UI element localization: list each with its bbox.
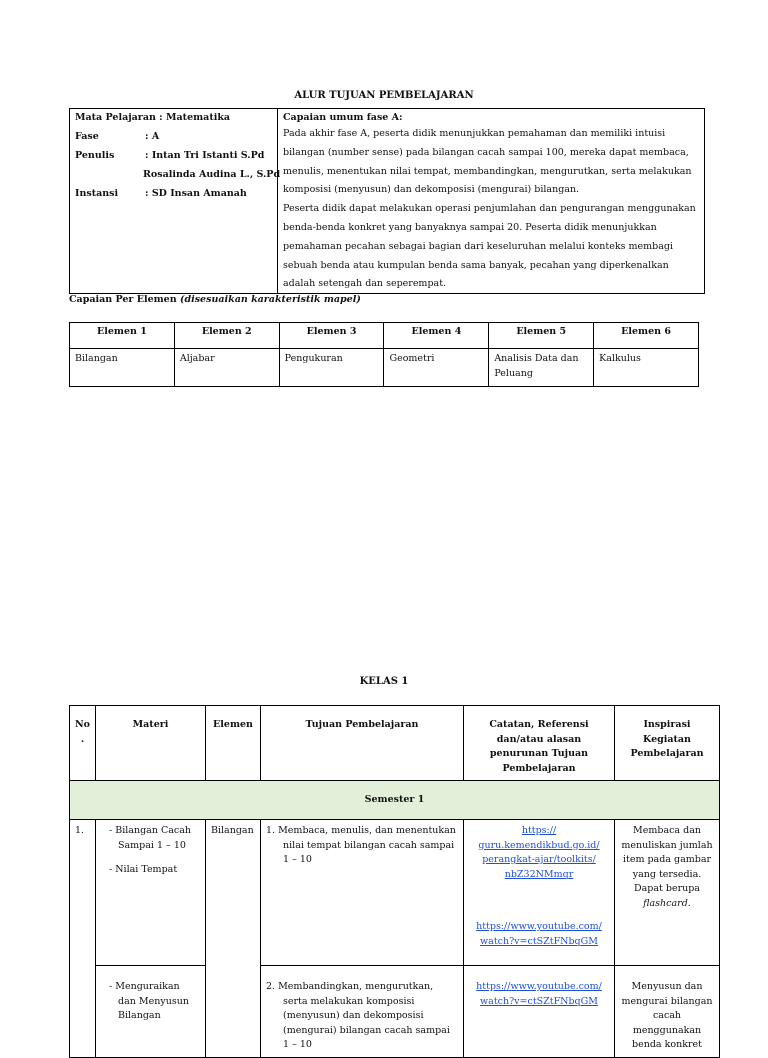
capaian-paragraph-2: Peserta didik dapat melakukan operasi penjumlahan dan pengurangan menggunakan benda-benda konkret yang banyaknya sampai 20. Peserta didik menunjukkan pemahaman pecahan sebagai bagian dari keseluruhan melalui konteks membagi sebuah benda atau kumpulan benda sama banyak, pecahan yang diperkenalkan adalah setengah dan seperempat.: [283, 203, 696, 290]
col-header-materi: Materi: [96, 706, 206, 781]
mapel-key: Mata Pelajaran :: [75, 112, 163, 123]
catatan-cell: [464, 966, 615, 1058]
col-header-elemen: Elemen: [206, 706, 261, 781]
elemen-value: Aljabar: [174, 349, 279, 387]
col-header-tujuan: Tujuan Pembelajaran: [261, 706, 464, 781]
instansi-value: : SD Insan Amanah: [145, 188, 247, 199]
catatan-cell: [464, 820, 615, 966]
mapel-row: [75, 111, 272, 127]
materi-item: - Nilai Tempat: [109, 864, 178, 875]
elemen-header: Elemen 3: [279, 323, 384, 349]
mapel-value: Matematika: [166, 112, 231, 123]
inspirasi-end: .: [687, 897, 691, 909]
penulis-value-2: Rosalinda Audina L., S.Pd: [143, 169, 281, 180]
elemen-header: Elemen 2: [174, 323, 279, 349]
capaian-cell: [278, 109, 704, 293]
semester-label: Semester 1: [70, 781, 720, 820]
inspirasi-italic: flashcard: [643, 897, 688, 909]
inspirasi-cell: [615, 966, 720, 1058]
tujuan-item: 2. Membandingkan, mengurutkan, serta melakukan komposisi (menyusun) dan dekomposisi (mengurai) bilangan cacah sampai 1 – 10: [266, 981, 450, 1050]
table-row: [70, 820, 720, 966]
document-title: ALUR TUJUAN PEMBELAJARAN: [294, 90, 474, 101]
youtube-link[interactable]: https://www.youtube.com/ watch?v=ctSZtFNbqGM: [476, 921, 602, 947]
tujuan-cell: [261, 966, 464, 1058]
elemen-value: Pengukuran: [279, 349, 384, 387]
elemen-cell: Bilangan: [206, 820, 261, 1058]
inspirasi-cell: [615, 820, 720, 966]
col-header-no: No .: [70, 706, 96, 781]
inspirasi-text: Menyusun dan mengurai bilangan cacah menggunakan benda konkret: [621, 981, 713, 1050]
instansi-key: Instansi: [75, 188, 119, 199]
tujuan-cell: [261, 820, 464, 966]
kelas1-header-row: [70, 706, 720, 781]
instansi-row: [75, 184, 272, 203]
capaian-paragraph-1: Pada akhir fase A, peserta didik menunjukkan pemahaman dan memiliki intuisi bilangan (number sense) pada bilangan cacah sampai 100, mereka dapat membaca, menulis, menentukan nilai tempat, membandingkan, mengurutkan, serta melakukan komposisi (menyusun) dan dekomposisi (mengurai) bilangan.: [283, 128, 692, 196]
tujuan-item: 1. Membaca, menulis, dan menentukan nilai tempat bilangan cacah sampai 1 – 10: [266, 825, 456, 865]
elemen-value: Analisis Data dan Peluang: [489, 349, 594, 387]
semester-row: [70, 781, 720, 820]
fase-row: [75, 127, 272, 146]
fase-value: : A: [145, 131, 160, 142]
materi-cell: [96, 820, 206, 966]
per-elemen-label: Capaian Per Elemen: [69, 294, 177, 305]
materi-cell: [96, 966, 206, 1058]
per-elemen-note: (disesuaikan karakteristik mapel): [179, 294, 361, 305]
header-table: [69, 108, 705, 294]
penulis-key: Penulis: [75, 150, 115, 161]
fase-key: Fase: [75, 131, 99, 142]
capaian-heading: Capaian umum fase A:: [283, 112, 403, 123]
elemen-header: Elemen 4: [384, 323, 489, 349]
penulis-value: : Intan Tri Istanti S.Pd: [145, 150, 265, 161]
elemen-header: Elemen 5: [489, 323, 594, 349]
materi-item: - Bilangan Cacah Sampai 1 – 10: [109, 825, 191, 851]
elemen-value: Bilangan: [70, 349, 175, 387]
youtube-link[interactable]: https://www.youtube.com/ watch?v=ctSZtFNbqGM: [476, 981, 602, 1007]
inspirasi-text: Membaca dan menuliskan jumlah item pada gambar yang tersedia. Dapat berupa: [621, 825, 713, 894]
elemen-header: Elemen 6: [594, 323, 699, 349]
col-header-catatan: Catatan, Referensi dan/atau alasan penurunan Tujuan Pembelajaran: [464, 706, 615, 781]
penulis-row: [75, 146, 272, 165]
table-row: [70, 966, 720, 1058]
reference-link[interactable]: https:// guru.kemendikbud.go.id/ perangkat-ajar/toolkits/ nbZ32NMmqr: [478, 825, 600, 880]
materi-item: - Menguraikan dan Menyusun Bilangan: [109, 981, 189, 1021]
kelas-title: KELAS 1: [359, 676, 409, 687]
elemen-value-row: [70, 349, 699, 387]
elemen-value: Kalkulus: [594, 349, 699, 387]
elemen-value: Geometri: [384, 349, 489, 387]
elemen-header: Elemen 1: [70, 323, 175, 349]
elemen-table: [69, 322, 699, 387]
row-number: 1.: [70, 820, 96, 1058]
info-cell: [70, 109, 281, 293]
kelas1-table: [69, 705, 720, 1058]
col-header-inspirasi: Inspirasi Kegiatan Pembelajaran: [615, 706, 720, 781]
elemen-header-row: [70, 323, 699, 349]
penulis-row-2: [75, 165, 281, 184]
per-elemen-heading: [69, 294, 361, 305]
